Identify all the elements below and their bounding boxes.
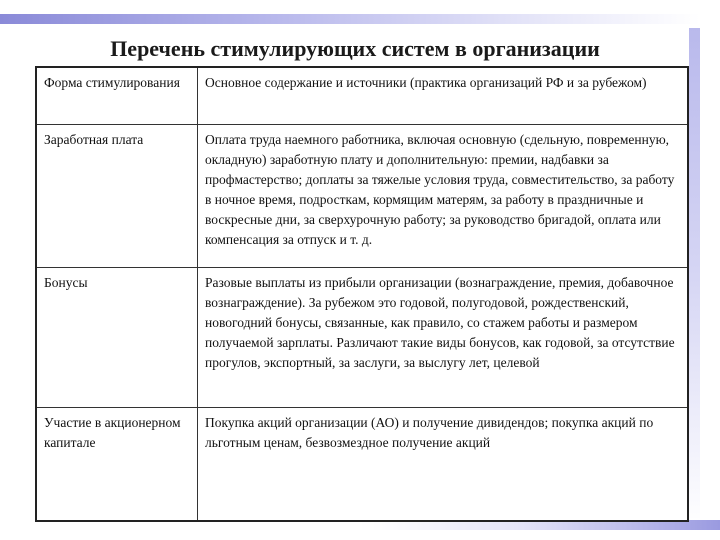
content-cell: Оплата труда наемного работника, включая основную (сдельную, повременную, окладную) заработную плату и дополнительную: премии, надбавки за профмастерство; доплаты за тяжелые условия труда, совместительство, за работу в ночное время, подросткам, кормящим матерям, за работу в праздничные и воскресные дни, за сверхурочную работу; за руководство бригадой, оплата или компенсация за отпуск и т. д. <box>198 124 689 267</box>
content-cell: Основное содержание и источники (практика организаций РФ и за рубежом) <box>198 67 689 124</box>
page-title: Перечень стимулирующих систем в организации <box>110 36 600 61</box>
content-cell: Разовые выплаты из прибыли организации (вознаграждение, премия, добавочное вознаграждение). За рубежом это годовой, полугодовой, рождественский, новогодний бонусы, связанные, как правило, со стажем работы и размером получаемой зарплаты. Различают такие виды бонусов, как годовой, за отсутствие прогулов, экспортный, за заслуги, за выслугу лет, целевой <box>198 267 689 407</box>
form-cell: Участие в акционерном капитале <box>36 407 198 521</box>
table-row <box>36 124 688 267</box>
form-cell: Форма стимулирования <box>36 67 198 124</box>
form-cell: Бонусы <box>36 267 198 407</box>
table-row <box>36 67 688 124</box>
decorative-top-stripe <box>0 14 700 24</box>
form-cell: Заработная плата <box>36 124 198 267</box>
table-row <box>36 267 688 407</box>
content-cell: Покупка акций организации (АО) и получение дивидендов; покупка акций по льготным ценам, безвозмездное получение акций <box>198 407 689 521</box>
stimulus-systems-table <box>35 66 689 522</box>
table-row <box>36 407 688 521</box>
decorative-right-stripe <box>689 28 700 528</box>
